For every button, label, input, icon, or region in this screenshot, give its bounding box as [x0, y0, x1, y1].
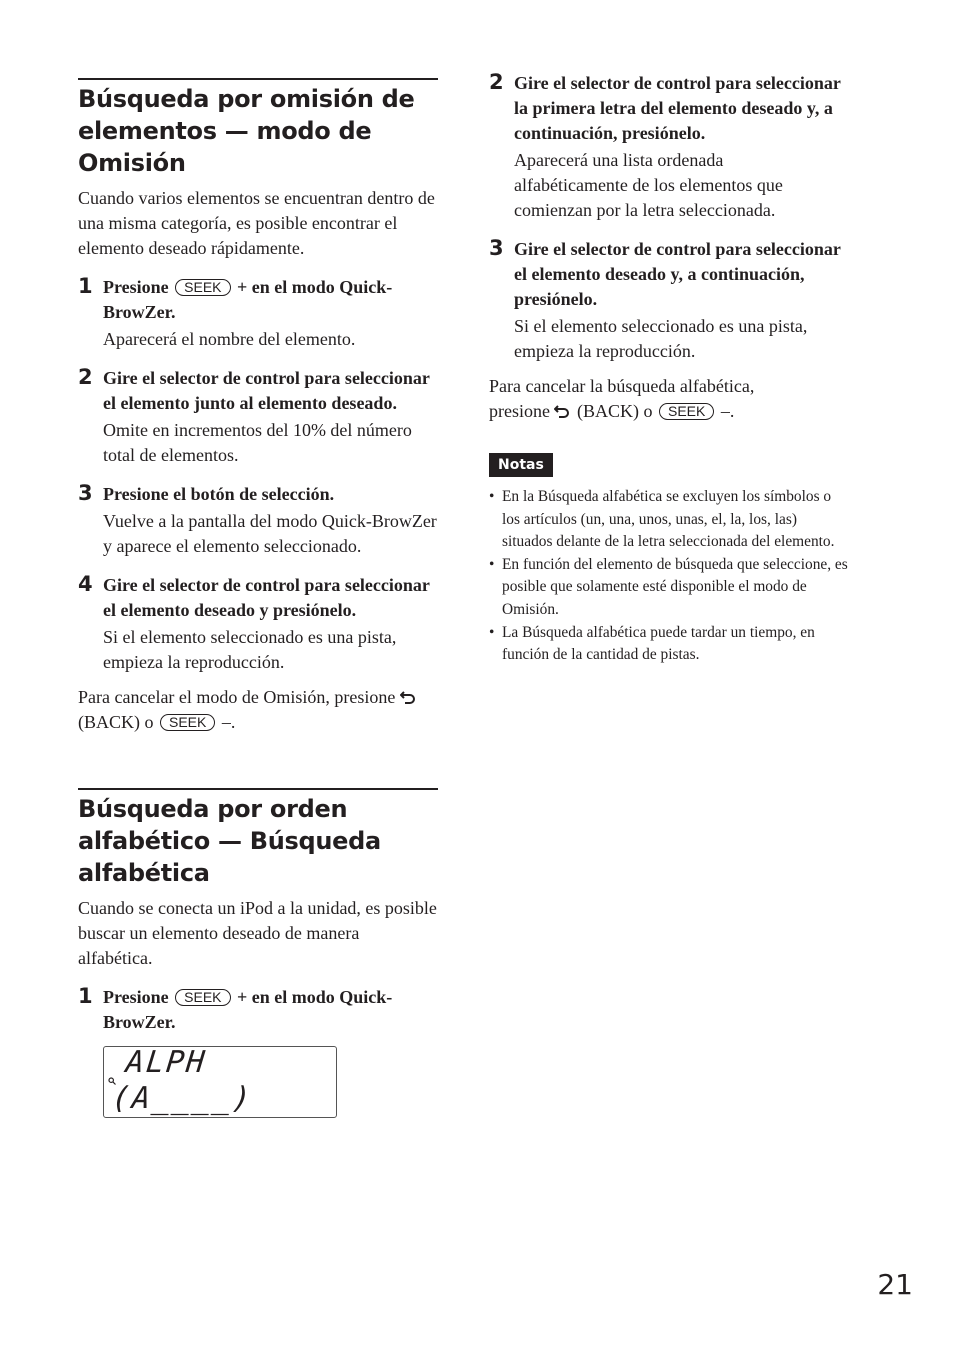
notes-list — [489, 486, 851, 667]
seek-key-icon: SEEK — [175, 279, 230, 296]
step-number: 3 — [78, 481, 93, 505]
step-description: Si el elemento seleccionado es una pista, empieza la reproducción. — [103, 627, 397, 672]
notes-label: Notas — [489, 453, 553, 477]
notes-section — [489, 453, 859, 667]
step-description: Si el elemento seleccionado es una pista, empieza la reproducción. — [514, 316, 808, 361]
step-description: Vuelve a la pantalla del modo Quick-BrowZer y aparece el elemento seleccionado. — [103, 511, 437, 556]
section-intro: Cuando se conecta un iPod a la unidad, es posible buscar un elemento deseado de manera alfabética. — [78, 898, 437, 968]
step-title: Gire el selector de control para seleccionar la primera letra del elemento deseado y, a continuación, presiónelo. — [514, 73, 841, 143]
step-number: 2 — [78, 365, 93, 389]
step-description: Omite en incrementos del 10% del número total de elementos. — [103, 420, 412, 465]
left-column — [78, 0, 438, 1118]
step-title: Presione el botón de selección. — [103, 484, 335, 504]
right-column — [489, 0, 859, 667]
step-description: Aparecerá el nombre del elemento. — [103, 329, 356, 349]
cancel-instructions: Para cancelar la búsqueda alfabética, presione (BACK) o SEEK –. — [489, 376, 755, 421]
step-3 — [489, 237, 859, 364]
step-title: Presione SEEK + en el modo Quick-BrowZer. — [103, 987, 393, 1032]
step-3 — [78, 482, 438, 559]
step-number: 1 — [78, 274, 93, 298]
step-number: 4 — [78, 572, 93, 596]
back-arrow-icon — [554, 404, 570, 418]
step-title: Presione SEEK + en el modo Quick-BrowZer. — [103, 277, 393, 322]
step-4 — [78, 573, 438, 675]
step-1 — [78, 985, 438, 1118]
page-number: 21 — [877, 1268, 913, 1301]
step-title: Gire el selector de control para seleccionar el elemento deseado y presiónelo. — [103, 575, 430, 620]
section-divider — [78, 788, 438, 790]
cancel-instructions: Para cancelar el modo de Omisión, presione (BACK) o SEEK –. — [78, 685, 438, 735]
section-heading-alpha-search: Búsqueda por orden alfabético — Búsqueda alfabética — [78, 795, 381, 887]
note-item: • En función del elemento de búsqueda que seleccione, es posible que solamente esté disponible el modo de Omisión. — [489, 554, 851, 622]
lcd-line-1: ALPH — [124, 1045, 209, 1080]
step-description: Aparecerá una lista ordenada alfabéticamente de los elementos que comienzan por la letra seleccionada. — [514, 150, 783, 220]
lcd-line-2: (A____) — [110, 1081, 255, 1116]
note-item: • La Búsqueda alfabética puede tardar un tiempo, en función de la cantidad de pistas. — [489, 622, 851, 667]
step-2 — [489, 71, 859, 223]
step-number: 2 — [489, 70, 504, 94]
section-intro: Cuando varios elementos se encuentran dentro de una misma categoría, es posible encontrar el elemento deseado rápidamente. — [78, 188, 435, 258]
section-divider — [78, 78, 438, 80]
section-heading-skip-mode: Búsqueda por omisión de elementos — modo de Omisión — [78, 85, 415, 177]
seek-key-icon: SEEK — [160, 714, 215, 731]
step-2 — [78, 366, 438, 468]
back-arrow-icon — [400, 690, 416, 704]
step-number: 3 — [489, 236, 504, 260]
step-title: Gire el selector de control para seleccionar el elemento junto al elemento deseado. — [103, 368, 430, 413]
step-number: 1 — [78, 984, 93, 1008]
seek-key-icon: SEEK — [659, 403, 714, 420]
seek-key-icon: SEEK — [175, 989, 230, 1006]
lcd-display — [103, 1046, 337, 1118]
note-item: • En la Búsqueda alfabética se excluyen los símbolos o los artículos (un, una, unos, unas, el, la, los, las) situados delante de la letra seleccionada del elemento. — [489, 486, 851, 554]
step-1 — [78, 275, 438, 352]
step-title: Gire el selector de control para seleccionar el elemento deseado y, a continuación, presiónelo. — [514, 239, 841, 309]
